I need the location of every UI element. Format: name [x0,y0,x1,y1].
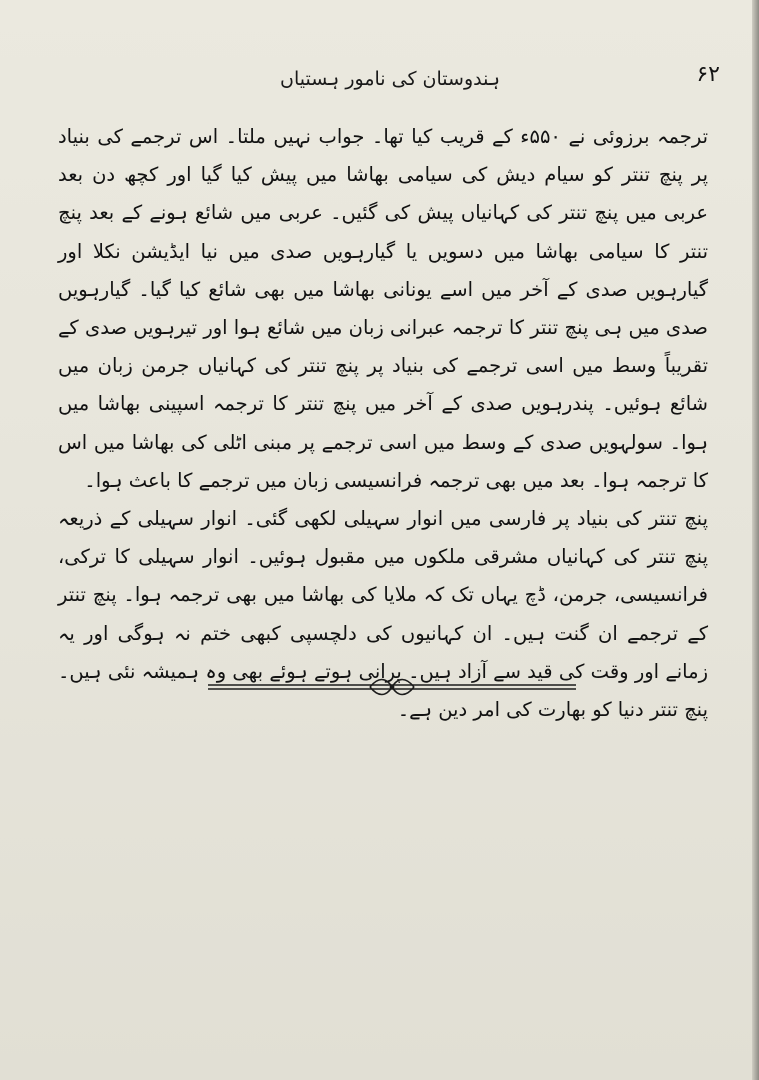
body-text [58,118,708,729]
page-edge-shadow [752,0,759,1080]
section-end-ornament [208,674,576,700]
page-header [60,62,720,102]
paragraph: ترجمہ برزوئی نے ۵۵۰ء کے قریب کیا تھا۔ جواب نہیں ملتا۔ اس ترجمے کی بنیاد پر پنچ تنتر کو سیام دیش کی سیامی بھاشا میں پیش کیا گیا اور کچھ دن بعد عربی میں پنچ تنتر کی کہانیاں پیش کی گئیں۔ عربی میں شائع ہونے کے بعد پنچ تنتر کا سیامی بھاشا میں دسویں یا گیارہویں صدی میں نیا ایڈیشن نکلا اور گیارہویں صدی کے آخر میں اسے یونانی بھاشا میں بھی شائع کیا گیا۔ گیارہویں صدی میں ہی پنچ تنتر کا ترجمہ عبرانی زبان میں شائع ہوا اور تیرہویں صدی کے تقریباً وسط میں اسی ترجمے کی بنیاد پر پنچ تنتر کی کہانیاں جرمن زبان میں شائع ہوئیں۔ پندرہویں صدی کے آخر میں پنچ تنتر کا ترجمہ اسپینی بھاشا میں ہوا۔ سولہویں صدی کے وسط میں اسی ترجمے پر مبنی اٹلی کی بھاشا میں اس کا ترجمہ ہوا۔ بعد میں بھی ترجمہ فرانسیسی زبان میں ترجمے کا باعث ہوا۔ [58,125,709,492]
page-number: ۶۲ [696,62,720,87]
running-title: ہندوستان کی نامور ہستیاں [280,68,500,90]
paragraph: پنچ تنتر کی بنیاد پر فارسی میں انوار سہیلی لکھی گئی۔ انوار سہیلی کے ذریعہ پنچ تنتر کی کہانیاں مشرقی ملکوں میں مقبول ہوئیں۔ انوار سہیلی کا ترکی، فرانسیسی، جرمن، ڈچ یہاں تک کہ ملایا کی بھاشا میں بھی ترجمہ ہوا۔ پنچ تنتر کے ترجمے ان گنت ہیں۔ ان کہانیوں کی دلچسپی کبھی ختم نہ ہوگی اور یہ زمانے اور وقت کی قید سے آزاد ہیں۔ پرانی ہوتے ہوئے بھی وہ ہمیشہ نئی ہیں۔ پنچ تنتر دنیا کو بھارت کی امر دین ہے۔ [58,507,708,722]
